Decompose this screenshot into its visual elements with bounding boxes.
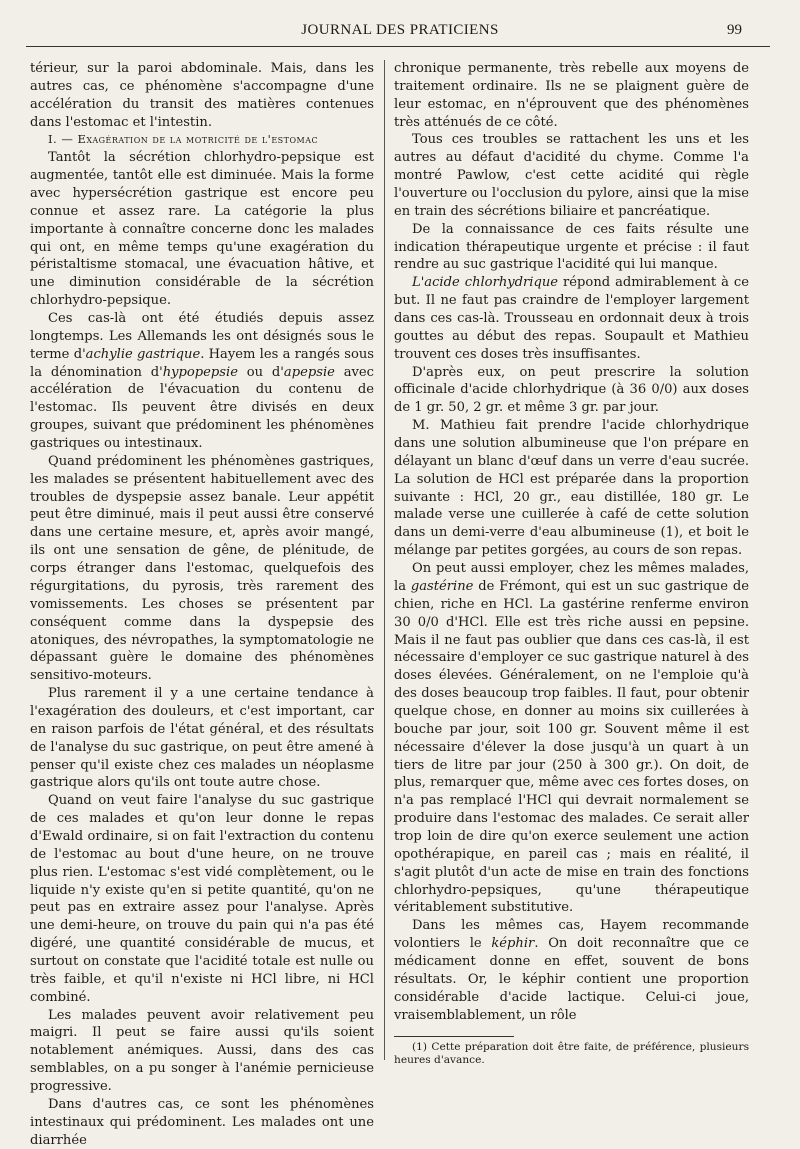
italic-term: apepsie: [283, 364, 335, 380]
left-column: [30, 60, 374, 1149]
section-heading: [30, 131, 374, 149]
italic-term: L'acide chlorhydrique: [412, 275, 559, 291]
text-run: avec accélération de l'évacuation du contenu de l'estomac. Ils peuvent être divisés en deux groupes, suivant que prédominent les phénomènes gastriques ou intestinaux.: [30, 364, 375, 452]
paragraph: Quand on veut faire l'analyse du suc gastrique de ces malades et qu'on leur donne le repas d'Ewald ordinaire, si on fait l'extraction du contenu de l'estomac au bout d'une heure, on ne trouve plus rien. L'estomac s'est vidé complètement, ou le liquide n'y existe qu'en si petite quantité, qu'on ne peut pas en extraire assez pour l'analyse. Après une demi-heure, on trouve du pain qui n'a pas été digéré, une quantité considérable de mucus, et surtout on constate que l'acidité totale est nulle ou très faible, et qu'il n'existe ni HCl libre, ni HCl combiné.: [30, 793, 374, 1005]
paragraph: De la connaissance de ces faits résulte une indication thérapeutique urgente et précise : il faut rendre au suc gastrique l'acidité qui lui manque.: [394, 221, 749, 273]
paragraph: Tantôt la sécrétion chlorhydro-pepsique est augmentée, tantôt elle est diminuée. Mais la forme avec hypersécrétion gastrique est encore peu connue et assez rare. La catégorie la plus importante à connaître concerne donc les malades qui ont, en même temps qu'une exagération du péristaltisme stomacal, une évacuation hâtive, et une diminution considérable de la sécrétion chlorhydro-pepsique.: [30, 150, 374, 309]
text-run: de Frémont, qui est un suc gastrique de chien, riche en HCl. La gastérine renferme environ 30 0/0 d'HCl. Elle est très riche aussi en pepsine. Mais il ne faut pas oublier que dans ces cas-là, il est nécessaire d'employer ce suc gastrique naturel à des doses élevées. Généralement, on ne l'emploie qu'à des doses beaucoup trop faibles. Il faut, pour obtenir quelque chose, en donner au moins six cuillerées à bouche par jour, soit 100 gr. Souvent même il est nécessaire d'élever la dose jusqu'à un quart à un tiers de litre par jour (250 à 300 gr.). On doit, de plus, remarquer que, même avec ces fortes doses, on n'a pas remplacé l'HCl qui devrait normalement se produire dans l'estomac des malades. Ce serait aller trop loin de dire qu'on exerce seulement une action opothérapique, en pareil cas ; mais en réalité, il s'agit plutôt d'un acte de mise en train des fonctions chlorhydro-pepsiques, qu'une thérapeutique véritablement substitutive.: [394, 578, 750, 916]
italic-term: achylie gastrique: [85, 346, 201, 362]
text-run: . Hayem les a rangés sous la dénomination d': [30, 346, 374, 380]
paragraph: [394, 560, 749, 917]
running-title: JOURNAL DES PRATICIENS: [301, 22, 499, 38]
paragraph: Les malades peuvent avoir relativement peu maigri. Il peut se faire aussi qu'ils soient notablement anémiques. Aussi, dans des cas semblables, on a pu songer à l'anémie pernicieuse progressive.: [30, 1007, 374, 1094]
page-number: 99: [727, 22, 742, 38]
right-column: [394, 60, 749, 1067]
paragraph: D'après eux, on peut prescrire la solution officinale d'acide chlorhydrique (à 36 0/0) aux doses de 1 gr. 50, 2 gr. et même 3 gr. par jour.: [394, 364, 749, 416]
footnote-rule: [394, 1036, 514, 1037]
paragraph: Quand prédominent les phénomènes gastriques, les malades se présentent habituellement avec des troubles de dyspepsie assez banale. Leur appétit peut être diminué, mais il peut aussi être conservé dans une certaine mesure, et, après avoir mangé, ils ont une sensation de gêne, de plénitude, de corps étranger dans l'estomac, quelquefois des régurgitations, du pyrosis, très rarement des vomissements. Les choses se présentent par conséquent comme dans la dyspepsie des atoniques, des névropathes, la symptomatologie ne dépassant guère le domaine des phénomènes sensitivo-moteurs.: [30, 453, 374, 684]
running-head: [0, 22, 800, 44]
text-run: ou d': [237, 364, 284, 380]
italic-term: hypopepsie: [162, 364, 238, 380]
text-run: Ces cas-là ont été étudiés depuis assez longtemps. Les Allemands les ont désignés sous le terme d': [30, 311, 374, 362]
section-title: Exagération de la motricité de l'estomac: [77, 132, 319, 147]
section-number: I. —: [48, 132, 78, 147]
paragraph: [30, 310, 374, 453]
italic-term: gastérine: [410, 578, 474, 594]
paragraph: M. Mathieu fait prendre l'acide chlorhydrique dans une solution albumineuse que l'on prépare en délayant un blanc d'œuf dans un verre d'eau sucrée. La solution de HCl est préparée dans la proportion suivante : HCl, 20 gr., eau distillée, 180 gr. Le malade verse une cuillerée à café de cette solution dans un demi-verre d'eau albumineuse (1), et boit le mélange par petites gorgées, au cours de son repas.: [394, 418, 749, 559]
paragraph: [394, 917, 749, 1024]
paragraph: chronique permanente, très rebelle aux moyens de traitement ordinaire. Ils ne se plaignent guère de leur estomac, en n'éprouvent que des phénomènes très atténués de ce côté.: [394, 61, 749, 130]
text-run: répond admirablement à ce but. Il ne faut pas craindre de l'employer largement dans ces cas-là. Trousseau en ordonnait deux à trois gouttes au début des repas. Soupault et Mathieu trouvent ces doses très insuffisantes.: [394, 275, 749, 362]
paragraph: [394, 274, 749, 363]
italic-term: képhir: [491, 936, 535, 952]
text-run: Dans les mêmes cas, Hayem recommande volontiers le: [394, 918, 749, 952]
footnote: (1) Cette préparation doit être faite, de préférence, plusieurs heures d'avance.: [394, 1041, 749, 1067]
paragraph: térieur, sur la paroi abdominale. Mais, dans les autres cas, ce phénomène s'accompagne d'une accélération du transit des matières contenues dans l'estomac et l'intestin.: [30, 61, 374, 130]
header-rule: [26, 46, 770, 47]
text-run: On peut aussi employer, chez les mêmes malades, la: [394, 561, 749, 594]
paragraph: Tous ces troubles se rattachent les uns et les autres au défaut d'acidité du chyme. Comme l'a montré Pawlow, c'est cette acidité qui règle l'ouverture ou l'occlusion du pylore, ainsi que la mise en train des sécrétions biliaire et pancréatique.: [394, 132, 749, 219]
paragraph: Dans d'autres cas, ce sont les phénomènes intestinaux qui prédominent. Les malades ont une diarrhée: [30, 1096, 374, 1148]
column-divider: [384, 60, 385, 1060]
text-run: . On doit reconnaître que ce médicament donne en effet, souvent de bons résultats. Or, le képhir contient une proportion considérable d'acide lactique. Celui-ci joue, vraisemblablement, un rôle: [394, 936, 749, 1023]
paragraph: Plus rarement il y a une certaine tendance à l'exagération des douleurs, et c'est important, car en raison parfois de l'état général, et des résultats de l'analyse du suc gastrique, on peut être amené à penser qu'il existe chez ces malades un néoplasme gastrique alors qu'ils ont toute autre chose.: [30, 686, 374, 791]
